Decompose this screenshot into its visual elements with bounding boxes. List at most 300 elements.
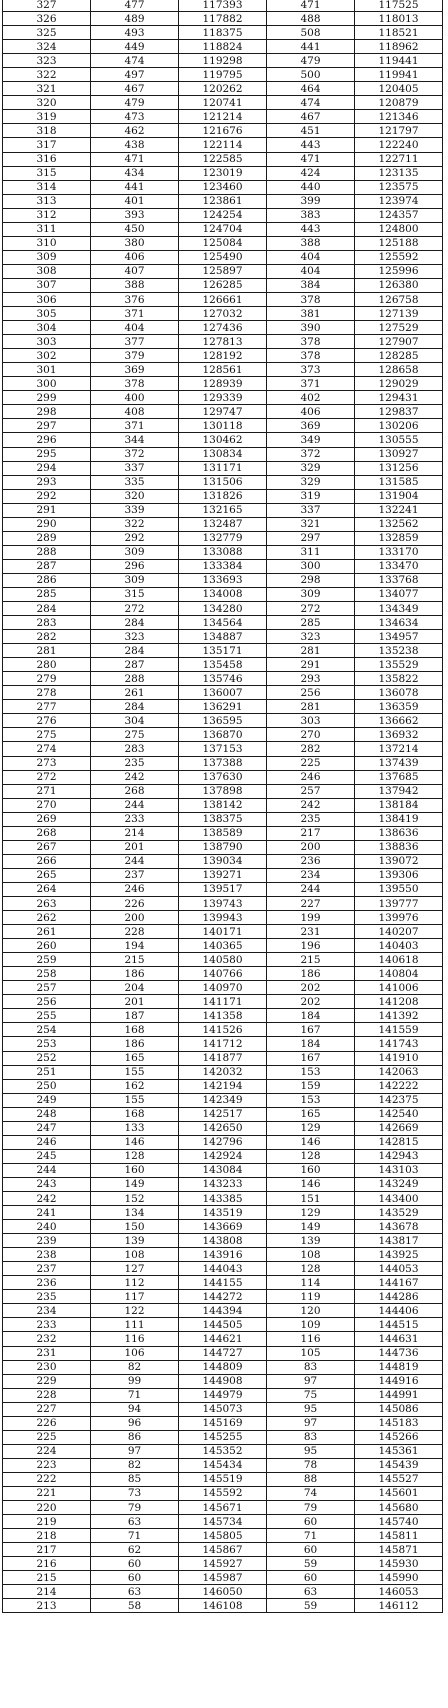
count-b-cell: 311 xyxy=(267,545,355,559)
cumulative-b-cell: 145266 xyxy=(355,1430,443,1444)
count-a-cell: 393 xyxy=(91,208,179,222)
count-b-cell: 244 xyxy=(267,882,355,896)
cumulative-b-cell: 144819 xyxy=(355,1360,443,1374)
score-cell: 241 xyxy=(3,1206,91,1220)
count-b-cell: 388 xyxy=(267,236,355,250)
cumulative-b-cell: 146112 xyxy=(355,1599,443,1613)
count-a-cell: 471 xyxy=(91,152,179,166)
count-a-cell: 214 xyxy=(91,826,179,840)
count-a-cell: 315 xyxy=(91,587,179,601)
cumulative-b-cell: 140804 xyxy=(355,967,443,981)
count-b-cell: 319 xyxy=(267,489,355,503)
count-b-cell: 309 xyxy=(267,587,355,601)
cumulative-b-cell: 140618 xyxy=(355,953,443,967)
table-row xyxy=(3,236,443,250)
count-a-cell: 344 xyxy=(91,433,179,447)
cumulative-a-cell: 138790 xyxy=(179,840,267,854)
cumulative-a-cell: 144979 xyxy=(179,1388,267,1402)
cumulative-b-cell: 145439 xyxy=(355,1458,443,1472)
table-row xyxy=(3,138,443,152)
count-a-cell: 335 xyxy=(91,475,179,489)
count-b-cell: 500 xyxy=(267,68,355,82)
score-cell: 317 xyxy=(3,138,91,152)
cumulative-a-cell: 142517 xyxy=(179,1107,267,1121)
score-cell: 258 xyxy=(3,967,91,981)
count-a-cell: 63 xyxy=(91,1515,179,1529)
table-row xyxy=(3,1234,443,1248)
cumulative-a-cell: 118375 xyxy=(179,26,267,40)
cumulative-b-cell: 144991 xyxy=(355,1388,443,1402)
score-cell: 256 xyxy=(3,995,91,1009)
count-a-cell: 477 xyxy=(91,0,179,12)
cumulative-b-cell: 117525 xyxy=(355,0,443,12)
score-cell: 311 xyxy=(3,222,91,236)
table-row xyxy=(3,939,443,953)
table-row xyxy=(3,1149,443,1163)
count-b-cell: 298 xyxy=(267,573,355,587)
cumulative-a-cell: 134280 xyxy=(179,602,267,616)
count-b-cell: 78 xyxy=(267,1458,355,1472)
count-b-cell: 451 xyxy=(267,124,355,138)
score-cell: 229 xyxy=(3,1374,91,1388)
table-row xyxy=(3,967,443,981)
count-a-cell: 309 xyxy=(91,573,179,587)
score-cell: 228 xyxy=(3,1388,91,1402)
count-b-cell: 508 xyxy=(267,26,355,40)
count-b-cell: 281 xyxy=(267,644,355,658)
count-b-cell: 215 xyxy=(267,953,355,967)
cumulative-b-cell: 135529 xyxy=(355,658,443,672)
table-row xyxy=(3,840,443,854)
cumulative-b-cell: 145183 xyxy=(355,1416,443,1430)
count-a-cell: 127 xyxy=(91,1262,179,1276)
table-row xyxy=(3,587,443,601)
cumulative-b-cell: 134634 xyxy=(355,616,443,630)
cumulative-a-cell: 121214 xyxy=(179,110,267,124)
count-b-cell: 129 xyxy=(267,1206,355,1220)
table-row xyxy=(3,784,443,798)
count-b-cell: 256 xyxy=(267,686,355,700)
score-cell: 297 xyxy=(3,419,91,433)
cumulative-a-cell: 131826 xyxy=(179,489,267,503)
cumulative-a-cell: 124254 xyxy=(179,208,267,222)
cumulative-b-cell: 133470 xyxy=(355,559,443,573)
cumulative-a-cell: 137630 xyxy=(179,770,267,784)
cumulative-b-cell: 136078 xyxy=(355,686,443,700)
table-row xyxy=(3,1472,443,1486)
table-row xyxy=(3,630,443,644)
table-row xyxy=(3,1290,443,1304)
cumulative-b-cell: 144286 xyxy=(355,1290,443,1304)
table-row xyxy=(3,1515,443,1529)
cumulative-a-cell: 142349 xyxy=(179,1093,267,1107)
cumulative-b-cell: 137439 xyxy=(355,756,443,770)
score-cell: 282 xyxy=(3,630,91,644)
cumulative-a-cell: 134887 xyxy=(179,630,267,644)
count-a-cell: 168 xyxy=(91,1023,179,1037)
table-row xyxy=(3,602,443,616)
cumulative-a-cell: 138375 xyxy=(179,812,267,826)
count-b-cell: 227 xyxy=(267,897,355,911)
score-cell: 263 xyxy=(3,897,91,911)
cumulative-b-cell: 141910 xyxy=(355,1051,443,1065)
count-a-cell: 284 xyxy=(91,700,179,714)
cumulative-a-cell: 137153 xyxy=(179,742,267,756)
cumulative-a-cell: 133384 xyxy=(179,559,267,573)
cumulative-b-cell: 136662 xyxy=(355,714,443,728)
count-b-cell: 200 xyxy=(267,840,355,854)
cumulative-a-cell: 117882 xyxy=(179,12,267,26)
score-cell: 235 xyxy=(3,1290,91,1304)
cumulative-b-cell: 124800 xyxy=(355,222,443,236)
count-b-cell: 257 xyxy=(267,784,355,798)
table-row xyxy=(3,419,443,433)
score-cell: 230 xyxy=(3,1360,91,1374)
count-a-cell: 94 xyxy=(91,1402,179,1416)
cumulative-a-cell: 145987 xyxy=(179,1571,267,1585)
count-a-cell: 372 xyxy=(91,447,179,461)
count-b-cell: 402 xyxy=(267,391,355,405)
table-row xyxy=(3,686,443,700)
count-a-cell: 106 xyxy=(91,1346,179,1360)
count-a-cell: 441 xyxy=(91,180,179,194)
count-b-cell: 285 xyxy=(267,616,355,630)
count-b-cell: 186 xyxy=(267,967,355,981)
count-b-cell: 79 xyxy=(267,1501,355,1515)
cumulative-b-cell: 134957 xyxy=(355,630,443,644)
count-b-cell: 119 xyxy=(267,1290,355,1304)
score-cell: 266 xyxy=(3,854,91,868)
score-cell: 265 xyxy=(3,868,91,882)
table-row xyxy=(3,26,443,40)
count-b-cell: 116 xyxy=(267,1332,355,1346)
cumulative-a-cell: 136595 xyxy=(179,714,267,728)
table-row xyxy=(3,1458,443,1472)
table-row xyxy=(3,433,443,447)
count-b-cell: 467 xyxy=(267,110,355,124)
cumulative-b-cell: 143249 xyxy=(355,1177,443,1191)
table-row xyxy=(3,363,443,377)
table-row xyxy=(3,981,443,995)
cumulative-a-cell: 122114 xyxy=(179,138,267,152)
cumulative-a-cell: 145867 xyxy=(179,1543,267,1557)
cumulative-a-cell: 118824 xyxy=(179,40,267,54)
cumulative-b-cell: 145601 xyxy=(355,1486,443,1500)
count-b-cell: 71 xyxy=(267,1529,355,1543)
score-cell: 213 xyxy=(3,1599,91,1613)
table-row xyxy=(3,1121,443,1135)
table-row xyxy=(3,1318,443,1332)
table-row xyxy=(3,882,443,896)
count-a-cell: 122 xyxy=(91,1304,179,1318)
score-cell: 221 xyxy=(3,1486,91,1500)
score-cell: 284 xyxy=(3,602,91,616)
score-cell: 302 xyxy=(3,349,91,363)
cumulative-a-cell: 144043 xyxy=(179,1262,267,1276)
table-row xyxy=(3,911,443,925)
score-cell: 271 xyxy=(3,784,91,798)
cumulative-a-cell: 125897 xyxy=(179,264,267,278)
table-row xyxy=(3,278,443,292)
table-row xyxy=(3,658,443,672)
count-a-cell: 246 xyxy=(91,882,179,896)
cumulative-a-cell: 143385 xyxy=(179,1191,267,1205)
count-a-cell: 388 xyxy=(91,278,179,292)
cumulative-a-cell: 131171 xyxy=(179,461,267,475)
cumulative-b-cell: 142063 xyxy=(355,1065,443,1079)
cumulative-a-cell: 135171 xyxy=(179,644,267,658)
count-a-cell: 112 xyxy=(91,1276,179,1290)
count-b-cell: 60 xyxy=(267,1515,355,1529)
count-a-cell: 200 xyxy=(91,911,179,925)
cumulative-a-cell: 143916 xyxy=(179,1248,267,1262)
count-b-cell: 128 xyxy=(267,1262,355,1276)
cumulative-a-cell: 131506 xyxy=(179,475,267,489)
score-cell: 290 xyxy=(3,517,91,531)
cumulative-b-cell: 139550 xyxy=(355,882,443,896)
cumulative-a-cell: 140766 xyxy=(179,967,267,981)
count-a-cell: 116 xyxy=(91,1332,179,1346)
score-cell: 322 xyxy=(3,68,91,82)
cumulative-a-cell: 122585 xyxy=(179,152,267,166)
table-row xyxy=(3,531,443,545)
score-cell: 304 xyxy=(3,321,91,335)
cumulative-a-cell: 128192 xyxy=(179,349,267,363)
cumulative-b-cell: 137942 xyxy=(355,784,443,798)
count-b-cell: 75 xyxy=(267,1388,355,1402)
count-b-cell: 146 xyxy=(267,1135,355,1149)
count-b-cell: 202 xyxy=(267,981,355,995)
cumulative-b-cell: 126380 xyxy=(355,278,443,292)
table-row xyxy=(3,1557,443,1571)
cumulative-a-cell: 145519 xyxy=(179,1472,267,1486)
score-cell: 231 xyxy=(3,1346,91,1360)
table-row xyxy=(3,1093,443,1107)
table-row xyxy=(3,1079,443,1093)
cumulative-b-cell: 138419 xyxy=(355,812,443,826)
count-b-cell: 321 xyxy=(267,517,355,531)
cumulative-a-cell: 128939 xyxy=(179,377,267,391)
score-cell: 219 xyxy=(3,1515,91,1529)
count-a-cell: 168 xyxy=(91,1107,179,1121)
count-a-cell: 371 xyxy=(91,419,179,433)
cumulative-b-cell: 127907 xyxy=(355,335,443,349)
score-cell: 326 xyxy=(3,12,91,26)
score-cell: 215 xyxy=(3,1571,91,1585)
count-a-cell: 204 xyxy=(91,981,179,995)
cumulative-b-cell: 142669 xyxy=(355,1121,443,1135)
count-a-cell: 62 xyxy=(91,1543,179,1557)
table-row xyxy=(3,1135,443,1149)
score-cell: 312 xyxy=(3,208,91,222)
cumulative-a-cell: 134008 xyxy=(179,587,267,601)
cumulative-b-cell: 132859 xyxy=(355,531,443,545)
count-a-cell: 155 xyxy=(91,1065,179,1079)
count-a-cell: 292 xyxy=(91,531,179,545)
cumulative-a-cell: 144505 xyxy=(179,1318,267,1332)
cumulative-b-cell: 138836 xyxy=(355,840,443,854)
cumulative-a-cell: 127032 xyxy=(179,307,267,321)
cumulative-b-cell: 126758 xyxy=(355,292,443,306)
count-a-cell: 272 xyxy=(91,602,179,616)
table-row xyxy=(3,250,443,264)
count-b-cell: 349 xyxy=(267,433,355,447)
table-row xyxy=(3,897,443,911)
count-a-cell: 134 xyxy=(91,1206,179,1220)
score-cell: 276 xyxy=(3,714,91,728)
count-a-cell: 133 xyxy=(91,1121,179,1135)
table-row xyxy=(3,1163,443,1177)
score-cell: 309 xyxy=(3,250,91,264)
cumulative-a-cell: 132779 xyxy=(179,531,267,545)
count-b-cell: 329 xyxy=(267,475,355,489)
table-row xyxy=(3,503,443,517)
count-a-cell: 85 xyxy=(91,1472,179,1486)
cumulative-b-cell: 118521 xyxy=(355,26,443,40)
count-a-cell: 117 xyxy=(91,1290,179,1304)
count-a-cell: 275 xyxy=(91,728,179,742)
score-cell: 237 xyxy=(3,1262,91,1276)
count-a-cell: 97 xyxy=(91,1444,179,1458)
table-row xyxy=(3,321,443,335)
table-row xyxy=(3,1191,443,1205)
score-cell: 257 xyxy=(3,981,91,995)
score-cell: 280 xyxy=(3,658,91,672)
cumulative-b-cell: 134349 xyxy=(355,602,443,616)
count-a-cell: 434 xyxy=(91,166,179,180)
count-a-cell: 288 xyxy=(91,672,179,686)
cumulative-a-cell: 120262 xyxy=(179,82,267,96)
count-b-cell: 167 xyxy=(267,1051,355,1065)
count-a-cell: 201 xyxy=(91,840,179,854)
count-a-cell: 408 xyxy=(91,405,179,419)
cumulative-a-cell: 143233 xyxy=(179,1177,267,1191)
count-a-cell: 309 xyxy=(91,545,179,559)
count-b-cell: 471 xyxy=(267,152,355,166)
count-b-cell: 128 xyxy=(267,1149,355,1163)
score-cell: 254 xyxy=(3,1023,91,1037)
count-b-cell: 167 xyxy=(267,1023,355,1037)
cumulative-b-cell: 131585 xyxy=(355,475,443,489)
cumulative-a-cell: 145734 xyxy=(179,1515,267,1529)
table-row xyxy=(3,1360,443,1374)
score-cell: 319 xyxy=(3,110,91,124)
score-cell: 252 xyxy=(3,1051,91,1065)
cumulative-b-cell: 120405 xyxy=(355,82,443,96)
count-a-cell: 146 xyxy=(91,1135,179,1149)
cumulative-a-cell: 133693 xyxy=(179,573,267,587)
cumulative-b-cell: 142222 xyxy=(355,1079,443,1093)
table-row xyxy=(3,616,443,630)
count-a-cell: 379 xyxy=(91,349,179,363)
cumulative-a-cell: 137388 xyxy=(179,756,267,770)
cumulative-a-cell: 139517 xyxy=(179,882,267,896)
cumulative-b-cell: 145990 xyxy=(355,1571,443,1585)
table-row xyxy=(3,1543,443,1557)
count-b-cell: 60 xyxy=(267,1543,355,1557)
cumulative-b-cell: 143400 xyxy=(355,1191,443,1205)
table-row xyxy=(3,798,443,812)
score-cell: 243 xyxy=(3,1177,91,1191)
count-b-cell: 291 xyxy=(267,658,355,672)
cumulative-a-cell: 144155 xyxy=(179,1276,267,1290)
cumulative-a-cell: 136007 xyxy=(179,686,267,700)
cumulative-a-cell: 139034 xyxy=(179,854,267,868)
table-row xyxy=(3,770,443,784)
count-a-cell: 376 xyxy=(91,292,179,306)
count-a-cell: 201 xyxy=(91,995,179,1009)
score-cell: 292 xyxy=(3,489,91,503)
table-row xyxy=(3,1009,443,1023)
count-b-cell: 272 xyxy=(267,602,355,616)
table-row xyxy=(3,672,443,686)
table-row xyxy=(3,40,443,54)
cumulative-b-cell: 142815 xyxy=(355,1135,443,1149)
cumulative-a-cell: 126285 xyxy=(179,278,267,292)
cumulative-a-cell: 119298 xyxy=(179,54,267,68)
table-row xyxy=(3,391,443,405)
cumulative-b-cell: 130927 xyxy=(355,447,443,461)
table-row xyxy=(3,1276,443,1290)
cumulative-b-cell: 122711 xyxy=(355,152,443,166)
cumulative-b-cell: 121346 xyxy=(355,110,443,124)
cumulative-a-cell: 143519 xyxy=(179,1206,267,1220)
count-a-cell: 82 xyxy=(91,1458,179,1472)
count-a-cell: 111 xyxy=(91,1318,179,1332)
table-row xyxy=(3,1304,443,1318)
cumulative-b-cell: 141743 xyxy=(355,1037,443,1051)
count-a-cell: 244 xyxy=(91,798,179,812)
count-b-cell: 383 xyxy=(267,208,355,222)
cumulative-a-cell: 140365 xyxy=(179,939,267,953)
count-b-cell: 323 xyxy=(267,630,355,644)
table-row xyxy=(3,166,443,180)
count-b-cell: 337 xyxy=(267,503,355,517)
cumulative-a-cell: 125084 xyxy=(179,236,267,250)
cumulative-a-cell: 124704 xyxy=(179,222,267,236)
score-cell: 279 xyxy=(3,672,91,686)
table-row xyxy=(3,54,443,68)
score-cell: 244 xyxy=(3,1163,91,1177)
count-a-cell: 462 xyxy=(91,124,179,138)
score-cell: 310 xyxy=(3,236,91,250)
count-b-cell: 114 xyxy=(267,1276,355,1290)
table-row xyxy=(3,307,443,321)
count-b-cell: 474 xyxy=(267,96,355,110)
cumulative-a-cell: 144908 xyxy=(179,1374,267,1388)
table-body xyxy=(3,0,443,1613)
score-cell: 264 xyxy=(3,882,91,896)
cumulative-b-cell: 135822 xyxy=(355,672,443,686)
cumulative-a-cell: 127436 xyxy=(179,321,267,335)
table-row xyxy=(3,1444,443,1458)
cumulative-b-cell: 137214 xyxy=(355,742,443,756)
count-b-cell: 225 xyxy=(267,756,355,770)
count-a-cell: 58 xyxy=(91,1599,179,1613)
table-row xyxy=(3,517,443,531)
score-cell: 299 xyxy=(3,391,91,405)
count-a-cell: 450 xyxy=(91,222,179,236)
count-a-cell: 296 xyxy=(91,559,179,573)
score-cell: 303 xyxy=(3,335,91,349)
count-a-cell: 152 xyxy=(91,1191,179,1205)
count-b-cell: 97 xyxy=(267,1374,355,1388)
score-cell: 324 xyxy=(3,40,91,54)
count-a-cell: 186 xyxy=(91,967,179,981)
cumulative-b-cell: 137685 xyxy=(355,770,443,784)
cumulative-a-cell: 145671 xyxy=(179,1501,267,1515)
cumulative-b-cell: 138636 xyxy=(355,826,443,840)
